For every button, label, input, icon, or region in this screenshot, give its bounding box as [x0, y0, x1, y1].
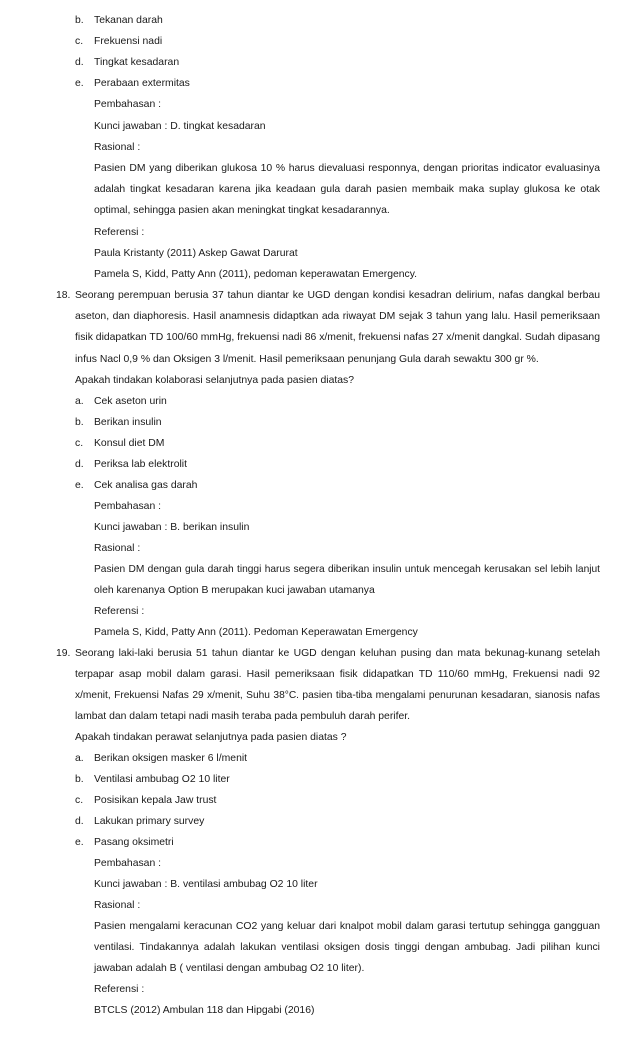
- option-text: Posisikan kepala Jaw trust: [94, 795, 217, 806]
- reference-entry: Paula Kristanty (2011) Askep Gawat Darurat: [94, 248, 298, 259]
- option-text: Berikan oksigen masker 6 l/menit: [94, 753, 248, 764]
- question-stem-line: aseton, dan diaphoresis. Hasil anamnesis didaptkan ada riwayat DM sejak 3 tahun yang lalu. Hasil pemeriksaan: [75, 311, 600, 322]
- option-label: b.: [75, 774, 84, 785]
- option-text: Ventilasi ambubag O2 10 liter: [94, 774, 230, 785]
- rasional-line: adalah tingkat kesadaran karena jika keadaan gula darah pasien membaik maka suplay glukosa ke otak: [94, 184, 600, 195]
- question-stem-line: x/menit, Frekuensi Nafas 29 x/menit, Suhu 38°C. pasien tiba-tiba mengalami penurunan kesadaran, sianosis nafas: [75, 690, 600, 701]
- rasional-label: Rasional :: [94, 900, 141, 911]
- rasional-line: ventilasi. Tindakannya adalah lakukan ventilasi oksigen dosis tinggi dengan ambubag. Jadi pilihan kunci: [94, 942, 600, 953]
- reference-entry: Pamela S, Kidd, Patty Ann (2011), pedoman keperawatan Emergency.: [94, 269, 418, 280]
- option-label: b.: [75, 417, 84, 428]
- pembahasan-label: Pembahasan :: [94, 99, 162, 110]
- option-label: c.: [75, 438, 84, 449]
- option-text: Pasang oksimetri: [94, 837, 174, 848]
- option-text: Tekanan darah: [94, 15, 163, 26]
- option-text: Cek aseton urin: [94, 396, 167, 407]
- option-label: d.: [75, 459, 84, 470]
- option-text: Perabaan extermitas: [94, 78, 190, 89]
- option-label: e.: [75, 78, 84, 89]
- rasional-label: Rasional :: [94, 142, 141, 153]
- option-label: a.: [75, 753, 84, 764]
- answer-key: Kunci jawaban : B. berikan insulin: [94, 522, 250, 533]
- option-label: e.: [75, 837, 84, 848]
- question-number: 18.: [56, 290, 71, 301]
- rasional-line: oleh karenanya Option B merupakan kuci jawaban utamanya: [94, 585, 375, 596]
- question-stem-line: infus Nacl 0,9 % dan Oksigen 3 l/menit. Hasil pemeriksaan penunjang Gula darah sewaktu 300 gr %.: [75, 354, 539, 365]
- rasional-line: Pasien mengalami keracunan CO2 yang keluar dari knalpot mobil dalam garasi tertutup sehingga gangguan: [94, 921, 600, 932]
- option-label: c.: [75, 36, 84, 47]
- option-label: c.: [75, 795, 84, 806]
- answer-key: Kunci jawaban : D. tingkat kesadaran: [94, 121, 266, 132]
- question-number: 19.: [56, 648, 71, 659]
- question-text: Apakah tindakan perawat selanjutnya pada pasien diatas ?: [75, 732, 347, 743]
- rasional-label: Rasional :: [94, 543, 141, 554]
- pembahasan-label: Pembahasan :: [94, 501, 162, 512]
- option-text: Frekuensi nadi: [94, 36, 163, 47]
- reference-entry: BTCLS (2012) Ambulan 118 dan Hipgabi (2016): [94, 1005, 315, 1016]
- option-label: e.: [75, 480, 84, 491]
- option-label: b.: [75, 15, 84, 26]
- option-label: a.: [75, 396, 84, 407]
- option-text: Cek analisa gas darah: [94, 480, 198, 491]
- answer-key: Kunci jawaban : B. ventilasi ambubag O2 10 liter: [94, 879, 318, 890]
- question-stem-line: terpapar asap mobil dalam garasi. Hasil pemeriksaan fisik didapatkan TD 110/60 mmHg, Frekuensi nadi 92: [75, 669, 600, 680]
- referensi-label: Referensi :: [94, 227, 145, 238]
- pembahasan-label: Pembahasan :: [94, 858, 162, 869]
- referensi-label: Referensi :: [94, 606, 145, 617]
- option-text: Periksa lab elektrolit: [94, 459, 187, 470]
- option-text: Tingkat kesadaran: [94, 57, 180, 68]
- question-text: Apakah tindakan kolaborasi selanjutnya pada pasien diatas?: [75, 375, 355, 386]
- reference-entry: Pamela S, Kidd, Patty Ann (2011). Pedoman Keperawatan Emergency: [94, 627, 418, 638]
- rasional-line: Pasien DM dengan gula darah tinggi harus segera diberikan insulin untuk mencegah kerusakan sel lebih lanjut: [94, 564, 600, 575]
- rasional-line: Pasien DM yang diberikan glukosa 10 % harus dievaluasi responnya, dengan prioritas indicator evaluasinya: [94, 163, 600, 174]
- question-stem-line: fisik didapatkan TD 100/60 mmHg, frekuensi nadi 86 x/menit, frekuensi nafas 27 x/menit dangkal. Sudah dipasang: [75, 332, 600, 343]
- question-stem-line: lambat dan dalam tetapi nadi masih teraba pada pembuluh darah perifer.: [75, 711, 411, 722]
- question-stem-line: Seorang perempuan berusia 37 tahun diantar ke UGD dengan kondisi kesadran delirium, nafas dangkal berbau: [75, 290, 600, 301]
- option-label: d.: [75, 816, 84, 827]
- option-text: Lakukan primary survey: [94, 816, 205, 827]
- rasional-line: optimal, sehingga pasien akan meningkat tingkat kesadarannya.: [94, 205, 390, 216]
- option-label: d.: [75, 57, 84, 68]
- question-stem-line: Seorang laki-laki berusia 51 tahun diantar ke UGD dengan keluhan pusing dan mata bekunag-kunang setelah: [75, 648, 600, 659]
- rasional-line: jawaban adalah B ( ventilasi dengan ambubag O2 10 liter).: [94, 963, 365, 974]
- option-text: Berikan insulin: [94, 417, 162, 428]
- referensi-label: Referensi :: [94, 984, 145, 995]
- option-text: Konsul diet DM: [94, 438, 165, 449]
